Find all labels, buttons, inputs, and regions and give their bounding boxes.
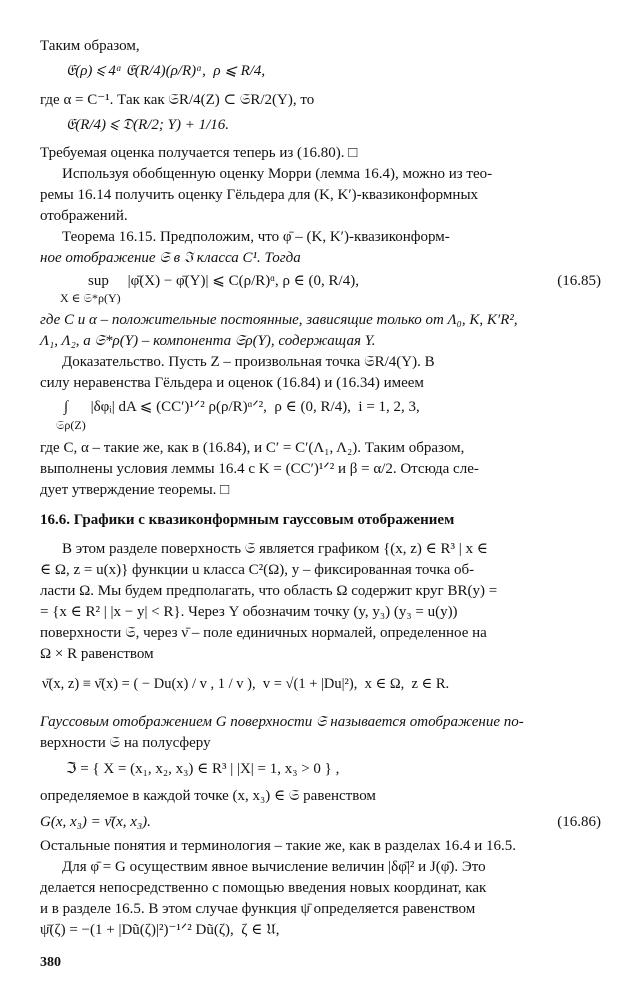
text-line: = {x ∈ R² | |x − y| < R}. Через Y обозначим точку (y, y₃) (y₃ = u(y)) bbox=[40, 604, 458, 620]
equation-number: (16.85) bbox=[557, 273, 601, 289]
page-number: 380 bbox=[40, 955, 61, 970]
formula-subscript: 𝔖ρ(Z) bbox=[56, 418, 86, 432]
equation-number: (16.86) bbox=[557, 814, 601, 830]
text-line: выполнены условия леммы 16.4 с K = (CC′)¹ᐟ² и β = α/2. Отсюда сле- bbox=[40, 461, 479, 477]
section-heading: 16.6. Графики с квазиконформным гауссовым отображением bbox=[40, 512, 455, 528]
text-line: ласти Ω. Мы будем предполагать, что область Ω содержит круг BR(y) = bbox=[40, 583, 498, 599]
text-line: отображений. bbox=[40, 208, 128, 224]
text-line: ремы 16.14 получить оценку Гёльдера для (K, K′)-квазиконформных bbox=[40, 187, 479, 203]
formula-line: ℑ = { X = (x₁, x₂, x₃) ∈ R³ | |X| = 1, x₃ > 0 } , bbox=[66, 761, 340, 777]
proof-line: Доказательство. Пусть Z – произвольная точка 𝔖R/4(Y). В bbox=[62, 354, 435, 370]
formula-line: G(x, x₃) = ν̄(x, x₃). bbox=[40, 814, 151, 830]
text-line: делается непосредственно с помощью введения новых координат, как bbox=[40, 880, 487, 896]
text-line: силу неравенства Гёльдера и оценок (16.84) и (16.34) имеем bbox=[40, 375, 424, 391]
text-line: верхности 𝔖 на полусферу bbox=[40, 735, 211, 751]
text-line: где C и α – положительные постоянные, зависящие только от Λ₀, K, K′R², bbox=[40, 312, 518, 328]
formula-line: ν̄(x, z) ≡ ν̄(x) = ( − Du(x) / v , 1 / v ), v = √(1 + |Du|²), x ∈ Ω, z ∈ R. bbox=[42, 676, 450, 692]
text-line: Используя обобщенную оценку Морри (лемма 16.4), можно из тео- bbox=[62, 166, 493, 182]
text-line: Таким образом, bbox=[40, 38, 140, 54]
text-line: Λ₁, Λ₂, а 𝔖*ρ(Y) – компонента 𝔖ρ(Y), содержащая Y. bbox=[40, 333, 376, 349]
text-line: дует утверждение теоремы. □ bbox=[40, 482, 230, 498]
text-line: В этом разделе поверхность 𝔖 является графиком {(x, z) ∈ R³ | x ∈ bbox=[62, 541, 488, 557]
formula-subscript: X ∈ 𝔖*ρ(Y) bbox=[60, 291, 121, 305]
text-line: где α = C⁻¹. Так как 𝔖R/4(Z) ⊂ 𝔖R/2(Y), то bbox=[40, 92, 315, 108]
text-line: и в разделе 16.5. В этом случае функция ψ̄ определяется равенством bbox=[40, 901, 476, 917]
text-line: Остальные понятия и терминология – такие же, как в разделах 16.4 и 16.5. bbox=[40, 838, 517, 854]
text-line: где C, α – такие же, как в (16.84), и C′ = C′(Λ₁, Λ₂). Таким образом, bbox=[40, 440, 465, 456]
formula-line: 𝔈(R/4) ⩽ 𝔇(R/2; Y) + 1/16. bbox=[66, 117, 230, 133]
text-line: определяемое в каждой точке (x, x₃) ∈ 𝔖 равенством bbox=[40, 788, 376, 804]
theorem-line: ное отображение 𝔖 в ℑ класса C¹. Тогда bbox=[40, 250, 301, 266]
text-line: поверхности 𝔖, через ν̄ – поле единичных нормалей, определенное на bbox=[40, 625, 487, 641]
formula-line: ψ̄(ζ) = −(1 + |Dũ(ζ)|²)⁻¹ᐟ² Dũ(ζ), ζ ∈ 𝔘, bbox=[40, 922, 280, 938]
theorem-line: Теорема 16.15. Предположим, что φ̄ – (K, K′)-квазиконформ- bbox=[62, 229, 450, 245]
formula-line: 𝔈(ρ) ⩽ 4ᵅ 𝔈(R/4)(ρ/R)ᵅ, ρ ⩽ R/4, bbox=[66, 63, 266, 79]
text-line: Требуемая оценка получается теперь из (16.80). □ bbox=[40, 145, 358, 161]
formula-line: sup |φ̄(X) − φ̄(Y)| ⩽ C(ρ/R)ᵅ, ρ ∈ (0, R/4), bbox=[88, 273, 359, 289]
text-line: Для φ̄ = G осуществим явное вычисление величин |δφ̄|² и J(φ̄). Это bbox=[62, 859, 486, 875]
text-line: Ω × R равенством bbox=[40, 646, 154, 662]
text-line: ∈ Ω, z = u(x)} функции u класса C²(Ω), y – фиксированная точка об- bbox=[40, 562, 475, 578]
text-line: Гауссовым отображением G поверхности 𝔖 называется отображение по- bbox=[40, 714, 524, 730]
formula-line: ∫ |δφᵢ| dA ⩽ (CC′)¹ᐟ² ρ(ρ/R)ᵅᐟ², ρ ∈ (0, R/4), i = 1, 2, 3, bbox=[64, 399, 420, 415]
